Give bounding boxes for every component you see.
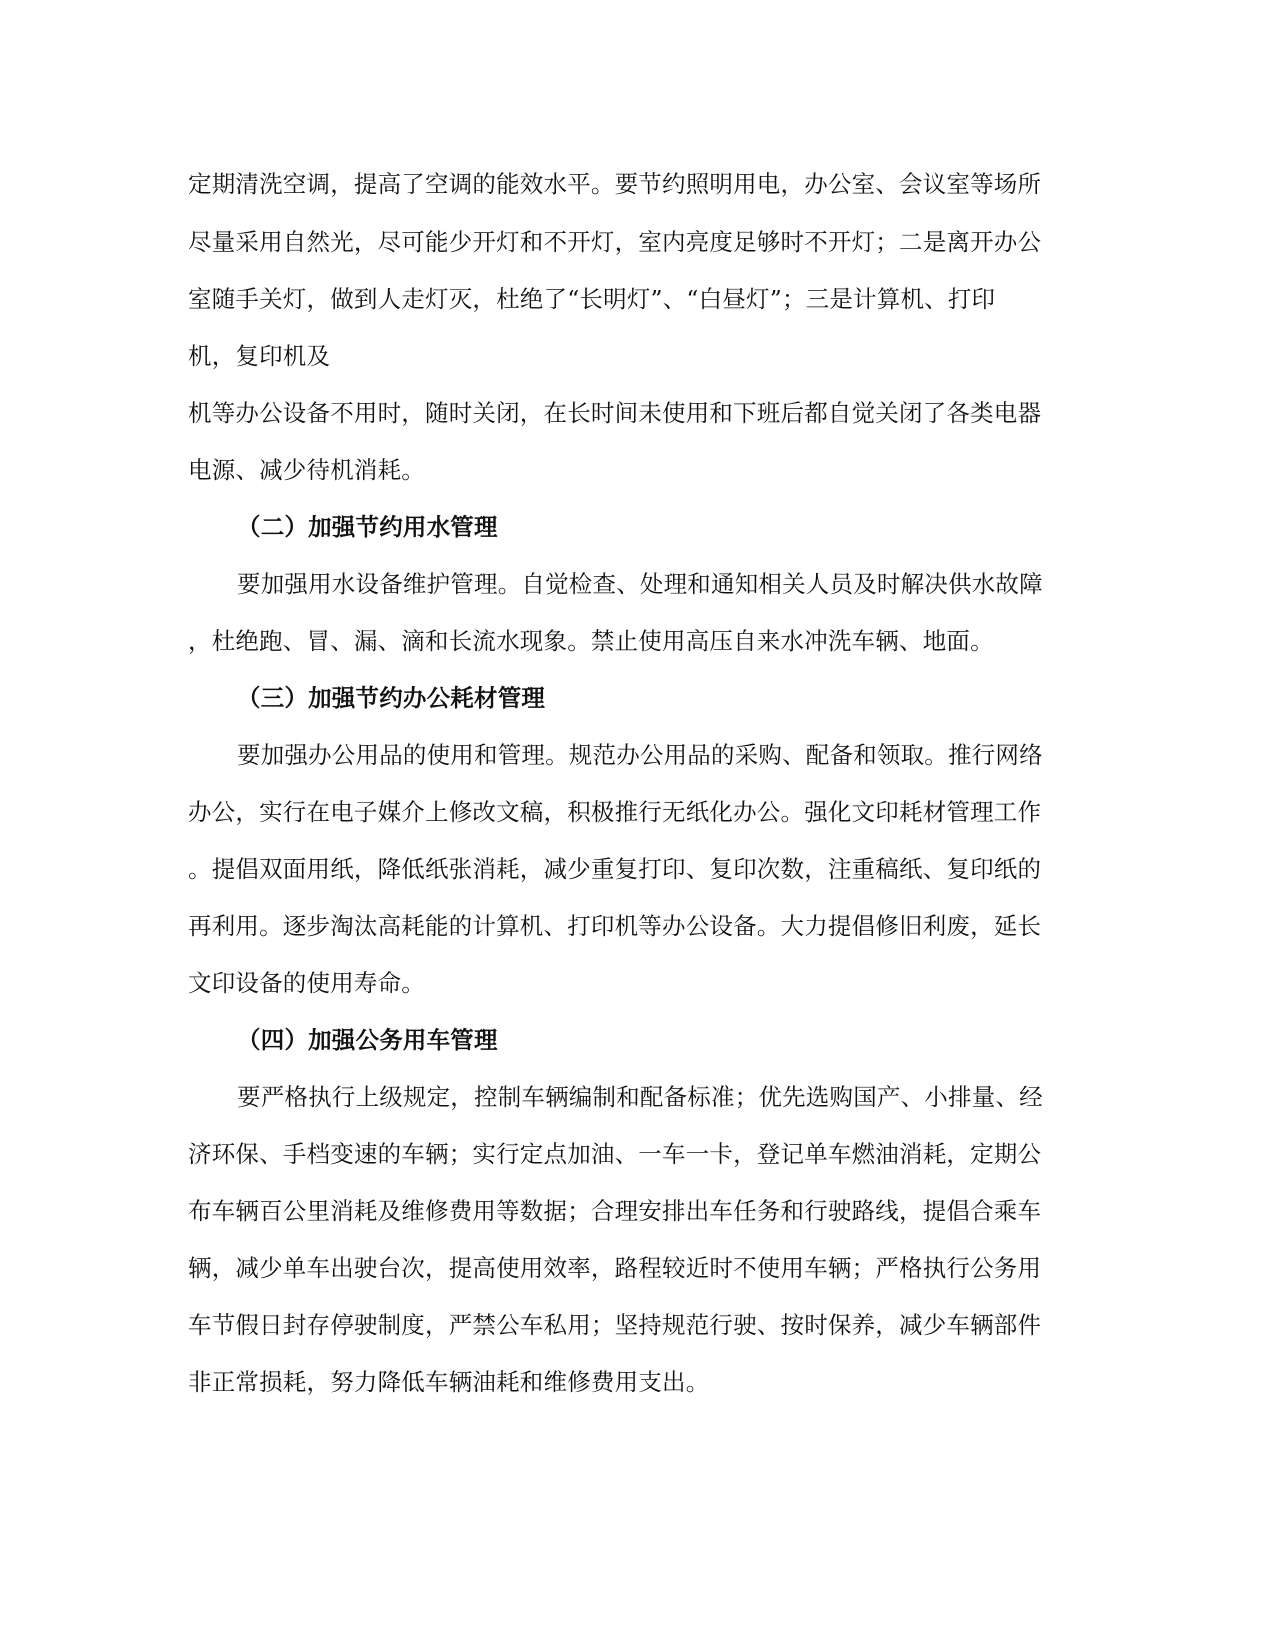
section-heading-office-supplies: （三）加强节约办公耗材管理 <box>237 684 546 712</box>
section-heading-water: （二）加强节约用水管理 <box>237 513 498 541</box>
text-line: 办公，实行在电子媒介上修改文稿，积极推行无纸化办公。强化文印耗材管理工作 <box>188 798 1042 826</box>
text-line: 辆，减少单车出驶台次，提高使用效率，路程较近时不使用车辆；严格执行公务用 <box>188 1254 1042 1282</box>
text-line: 布车辆百公里消耗及维修费用等数据；合理安排出车任务和行驶路线，提倡合乘车 <box>188 1197 1042 1225</box>
text-line: 济环保、手档变速的车辆；实行定点加油、一车一卡，登记单车燃油消耗，定期公 <box>188 1140 1042 1168</box>
text-line: 车节假日封存停驶制度，严禁公车私用；坚持规范行驶、按时保养，减少车辆部件 <box>188 1311 1042 1339</box>
text-line: ，杜绝跑、冒、漏、滴和长流水现象。禁止使用高压自来水冲洗车辆、地面。 <box>188 627 994 655</box>
text-line: 室随手关灯，做到人走灯灭，杜绝了“长明灯”、“白昼灯”；三是计算机、打印 <box>188 285 996 313</box>
text-line: 尽量采用自然光，尽可能少开灯和不开灯，室内亮度足够时不开灯；二是离开办公 <box>188 228 1042 256</box>
text-line: 机等办公设备不用时，随时关闭，在长时间未使用和下班后都自觉关闭了各类电器 <box>188 399 1042 427</box>
text-line: 要加强用水设备维护管理。自觉检查、处理和通知相关人员及时解决供水故障 <box>237 570 1043 598</box>
text-line: 电源、减少待机消耗。 <box>188 456 425 484</box>
text-line: 要加强办公用品的使用和管理。规范办公用品的采购、配备和领取。推行网络 <box>237 741 1043 769</box>
text-line: 定期清洗空调，提高了空调的能效水平。要节约照明用电，办公室、会议室等场所 <box>188 170 1042 198</box>
text-line: 非正常损耗，努力降低车辆油耗和维修费用支出。 <box>188 1368 710 1396</box>
text-line: 机，复印机及 <box>188 342 331 370</box>
text-line: 文印设备的使用寿命。 <box>188 969 425 997</box>
section-heading-vehicles: （四）加强公务用车管理 <box>237 1026 498 1054</box>
text-line: 。提倡双面用纸，降低纸张消耗，减少重复打印、复印次数，注重稿纸、复印纸的 <box>188 855 1042 883</box>
text-line: 再利用。逐步淘汰高耗能的计算机、打印机等办公设备。大力提倡修旧利废，延长 <box>188 912 1042 940</box>
text-line: 要严格执行上级规定，控制车辆编制和配备标准；优先选购国产、小排量、经 <box>237 1083 1043 1111</box>
